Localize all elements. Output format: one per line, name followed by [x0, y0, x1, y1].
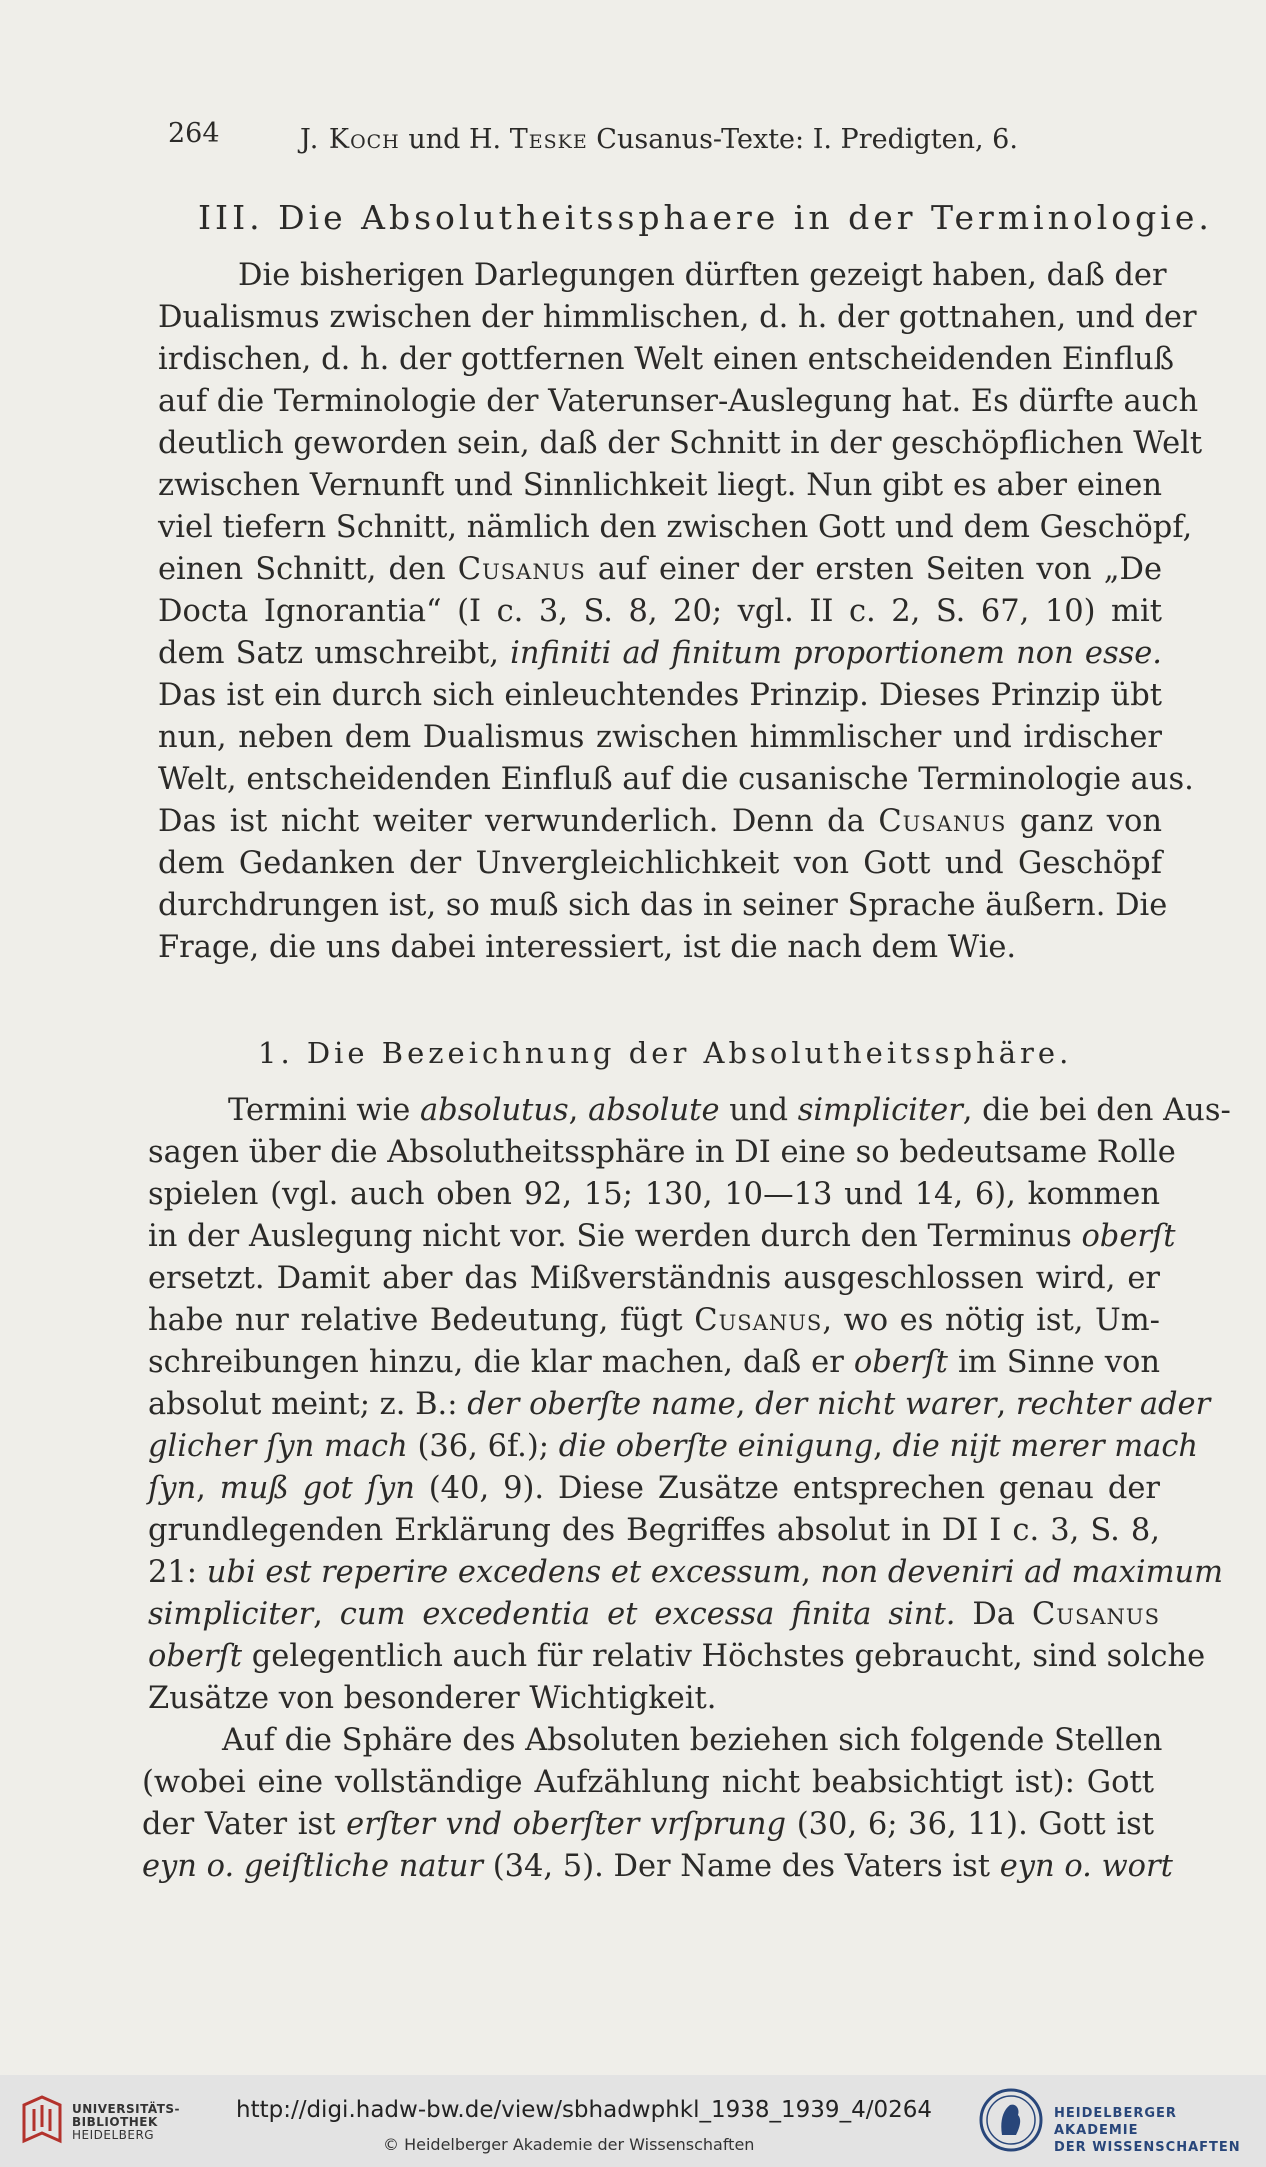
- text-line: [148, 1636, 1206, 1678]
- author-teske-initial: H.: [469, 124, 502, 155]
- text-line: [142, 1762, 1154, 1804]
- text-segment: sagen über die Absolutheitssphäre in DI eine so bedeutsame Rolle: [148, 1135, 1176, 1170]
- text-segment: Cusanus: [457, 552, 586, 587]
- text-line: [148, 1216, 1176, 1258]
- text-segment: oberſt: [1081, 1219, 1176, 1254]
- text-line: [158, 801, 1162, 843]
- text-segment: schreibungen hinzu, die klar machen, daß er: [148, 1345, 854, 1380]
- academy-logo-icon: [978, 2087, 1044, 2153]
- page-url[interactable]: http://digi.hadw-bw.de/view/sbhadwphkl_1938_1939_4/0264: [236, 2097, 932, 2123]
- paragraph-termini: [148, 1090, 1231, 1720]
- text-segment: ,: [735, 1387, 756, 1422]
- text-segment: ubi est reperire excedens et excessum: [206, 1555, 802, 1590]
- text-segment: (40, 9). Diese Zusätze entsprechen genau der: [414, 1471, 1160, 1506]
- text-line: [148, 1132, 1176, 1174]
- author-teske: Teske: [509, 124, 588, 155]
- text-segment: viel tiefern Schnitt, nämlich den zwischen Gott und dem Geschöpf,: [158, 510, 1193, 545]
- text-segment: Docta Ignorantia“ (I c. 3, S. 8, 20; vgl. II c. 2, S. 67, 10) mit: [158, 594, 1162, 629]
- text-segment: eyn o. geiſtliche natur: [142, 1849, 483, 1884]
- subsection-heading: 1. Die Bezeichnung der Absolutheitssphäre.: [258, 1036, 1073, 1070]
- text-segment: ,: [196, 1471, 220, 1506]
- text-line: [148, 1468, 1160, 1510]
- text-line: [158, 549, 1162, 591]
- text-line: [142, 1846, 1173, 1888]
- footer-bar: [0, 2075, 1266, 2167]
- text-line: [148, 1552, 1224, 1594]
- university-library-logo-icon: [14, 2093, 70, 2149]
- text-segment: Zusätze von besonderer Wichtigkeit.: [148, 1681, 717, 1716]
- running-head: [168, 118, 1096, 158]
- running-head-text: [300, 124, 1018, 155]
- text-segment: spielen (vgl. auch oben 92, 15; 130, 10—13 und 14, 6), kommen: [148, 1177, 1160, 1212]
- text-line: [148, 1426, 1199, 1468]
- text-line: [158, 675, 1162, 717]
- text-line: [148, 1258, 1160, 1300]
- text-segment: simpliciter: [797, 1093, 963, 1128]
- text-segment: ,: [568, 1093, 589, 1128]
- text-segment: der nicht warer: [755, 1387, 997, 1422]
- text-segment: glicher ſyn mach: [148, 1429, 408, 1464]
- text-segment: dem Satz umschreibt,: [158, 636, 511, 671]
- text-segment: simpliciter: [148, 1597, 314, 1632]
- text-segment: (wobei eine vollständige Aufzählung nicht beabsichtigt ist): Gott: [142, 1765, 1154, 1800]
- text-line: [148, 1342, 1160, 1384]
- text-segment: , die bei den Aus-: [962, 1093, 1231, 1128]
- text-line: [158, 927, 1162, 969]
- text-segment: der Vater ist: [142, 1807, 347, 1842]
- text-segment: infiniti ad finitum proportionem non esse.: [510, 636, 1162, 671]
- text-segment: Das ist nicht weiter verwunderlich. Denn da: [158, 804, 879, 839]
- text-line: [142, 1720, 1163, 1762]
- text-segment: irdischen, d. h. der gottfernen Welt einen entscheidenden Einfluß: [158, 342, 1174, 377]
- text-line: [148, 1300, 1160, 1342]
- text-line: [158, 255, 1167, 297]
- text-segment: zwischen Vernunft und Sinnlichkeit liegt. Nun gibt es aber einen: [158, 468, 1162, 503]
- text-segment: im Sinne von: [947, 1345, 1160, 1380]
- text-line: [158, 339, 1174, 381]
- text-segment: Welt, entscheidenden Einfluß auf die cusanische Terminologie aus.: [158, 762, 1194, 797]
- text-segment: Cusanus: [878, 804, 1007, 839]
- text-segment: der oberſte name: [467, 1387, 736, 1422]
- text-line: [158, 633, 1162, 675]
- text-segment: absolut meint; z. B.:: [148, 1387, 468, 1422]
- text-segment: die nijt merer mach: [892, 1429, 1199, 1464]
- text-segment: deutlich geworden sein, daß der Schnitt in der geschöpflichen Welt: [158, 426, 1203, 461]
- text-segment: durchdrungen ist, so muß sich das in seiner Sprache äußern. Die: [158, 888, 1168, 923]
- text-segment: gelegentlich auch für relativ Höchstes gebraucht, sind solche: [242, 1639, 1206, 1674]
- text-segment: grundlegenden Erklärung des Begriffes absolut in DI I c. 3, S. 8,: [148, 1513, 1160, 1548]
- text-segment: ersetzt. Damit aber das Mißverständnis ausgeschlossen wird, er: [148, 1261, 1160, 1296]
- text-segment: oberſt: [853, 1345, 948, 1380]
- text-segment: Cusanus: [694, 1303, 823, 1338]
- text-line: [142, 1804, 1154, 1846]
- text-segment: Das ist ein durch sich einleuchtendes Prinzip. Dieses Prinzip übt: [158, 678, 1162, 713]
- text-line: [148, 1384, 1211, 1426]
- text-segment: auf die Terminologie der Vaterunser-Auslegung hat. Es dürfte auch: [158, 384, 1199, 419]
- text-segment: habe nur relative Bedeutung, fügt: [148, 1303, 695, 1338]
- text-line: [158, 591, 1162, 633]
- text-segment: (36, 6f.);: [407, 1429, 559, 1464]
- text-segment: ,: [873, 1429, 893, 1464]
- text-segment: oberſt: [148, 1639, 243, 1674]
- text-segment: Cusanus: [1031, 1597, 1161, 1632]
- text-line: [148, 1174, 1160, 1216]
- paragraph-intro: [158, 255, 1203, 969]
- text-segment: absolute: [588, 1093, 720, 1128]
- text-line: [148, 1594, 1160, 1636]
- text-line: [158, 717, 1162, 759]
- text-line: [148, 1510, 1160, 1552]
- section-heading: III. Die Absolutheitssphaere in der Terminologie.: [198, 198, 1213, 237]
- text-line: [158, 759, 1194, 801]
- university-library-name: UNIVERSITÄTS- BIBLIOTHEK HEIDELBERG: [72, 2102, 181, 2142]
- work-title: Cusanus-Texte: I. Predigten, 6.: [596, 124, 1018, 155]
- text-segment: ,: [996, 1387, 1016, 1422]
- text-segment: absolutus: [419, 1093, 569, 1128]
- text-segment: eyn o. wort: [999, 1849, 1173, 1884]
- text-segment: cum excedentia et excessa finita sint.: [339, 1597, 956, 1632]
- text-segment: einen Schnitt, den: [158, 552, 458, 587]
- text-segment: in der Auslegung nicht vor. Sie werden durch den Terminus: [148, 1219, 1082, 1254]
- text-line: [158, 507, 1193, 549]
- text-line: [158, 885, 1168, 927]
- text-segment: ,: [313, 1597, 340, 1632]
- text-segment: Die bisherigen Darlegungen dürften gezeigt haben, daß der: [238, 258, 1167, 293]
- text-line: [148, 1090, 1231, 1132]
- text-line: [148, 1678, 1160, 1720]
- paragraph-sphaere: [142, 1720, 1173, 1888]
- text-segment: (30, 6; 36, 11). Gott ist: [786, 1807, 1155, 1842]
- text-segment: die oberſte einigung: [558, 1429, 874, 1464]
- text-segment: ganz von: [1006, 804, 1162, 839]
- text-segment: ſyn: [148, 1471, 197, 1506]
- text-segment: muß got ſyn: [219, 1471, 415, 1506]
- text-line: [158, 423, 1203, 465]
- text-line: [158, 297, 1197, 339]
- text-segment: Auf die Sphäre des Absoluten beziehen sich folgende Stellen: [222, 1723, 1163, 1758]
- text-segment: non deveniri ad maximum: [820, 1555, 1224, 1590]
- text-segment: ,: [801, 1555, 821, 1590]
- text-segment: Da: [955, 1597, 1032, 1632]
- author-connector: und: [408, 124, 461, 155]
- text-line: [158, 381, 1199, 423]
- text-segment: dem Gedanken der Unvergleichlichkeit von Gott und Geschöpf: [158, 846, 1162, 881]
- text-line: [158, 843, 1162, 885]
- text-segment: nun, neben dem Dualismus zwischen himmlischer und irdischer: [158, 720, 1162, 755]
- text-line: [158, 465, 1162, 507]
- text-segment: und: [719, 1093, 798, 1128]
- text-segment: auf einer der ersten Seiten von „De: [585, 552, 1162, 587]
- academy-name: HEIDELBERGER AKADEMIE DER WISSENSCHAFTEN: [1054, 2106, 1241, 2155]
- text-segment: rechter ader: [1015, 1387, 1211, 1422]
- page-number: 264: [168, 118, 220, 149]
- text-segment: Frage, die uns dabei interessiert, ist die nach dem Wie.: [158, 930, 1017, 965]
- text-segment: Termini wie: [228, 1093, 420, 1128]
- text-segment: Dualismus zwischen der himmlischen, d. h. der gottnahen, und der: [158, 300, 1197, 335]
- text-segment: (34, 5). Der Name des Vaters ist: [483, 1849, 1000, 1884]
- text-segment: , wo es nötig ist, Um-: [822, 1303, 1160, 1338]
- copyright-notice: © Heidelberger Akademie der Wissenschaften: [383, 2135, 755, 2154]
- author-koch: J. Koch: [300, 124, 400, 155]
- text-segment: erſter vnd oberſter vrſprung: [346, 1807, 787, 1842]
- text-segment: 21:: [148, 1555, 207, 1590]
